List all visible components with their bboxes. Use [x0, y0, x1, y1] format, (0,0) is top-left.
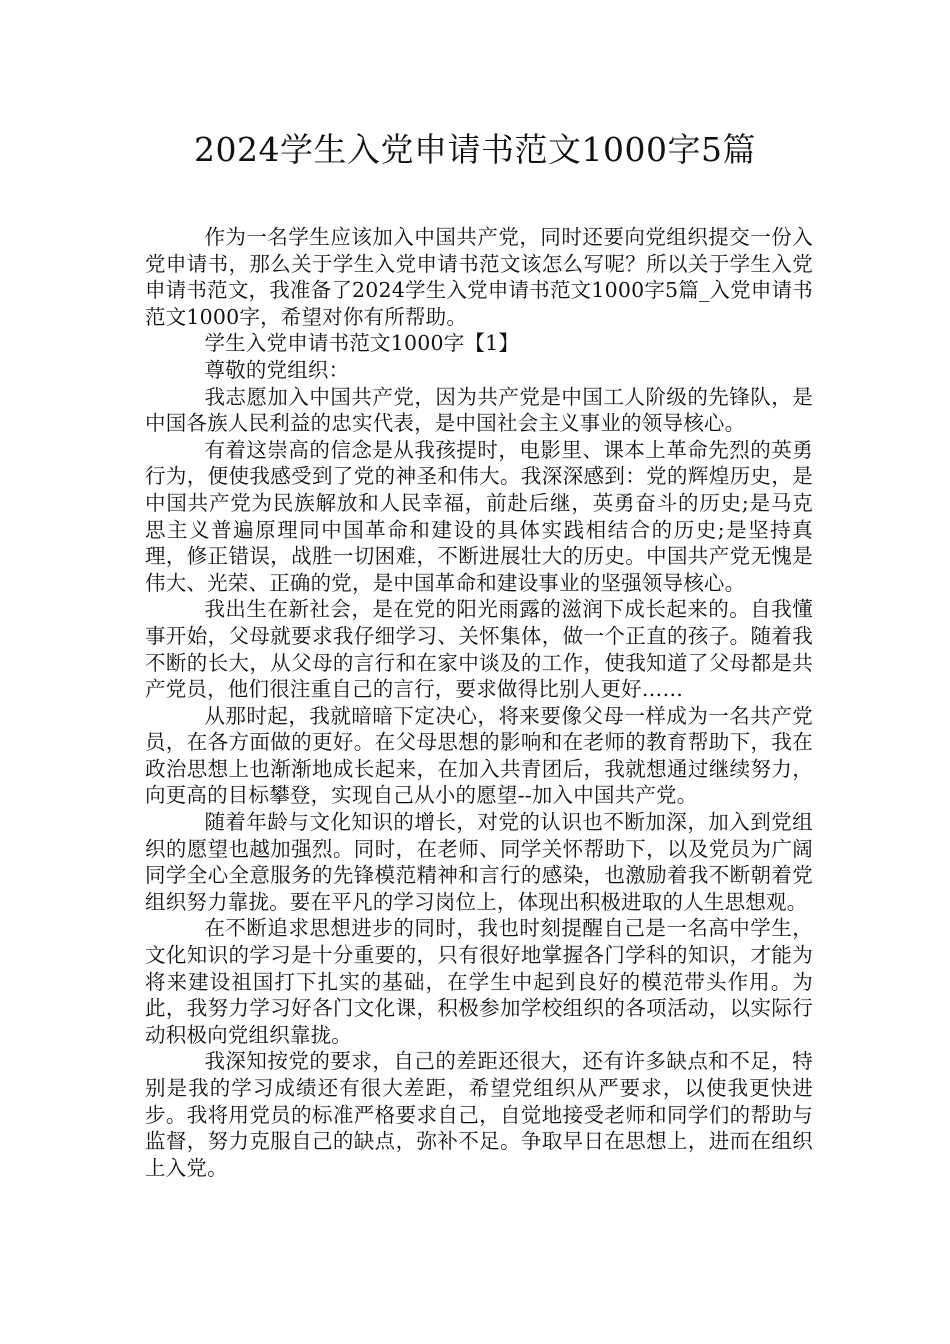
- body-paragraph: 我深知按党的要求，自己的差距还很大，还有许多缺点和不足，特别是我的学习成绩还有很大差距，希望党组织从严要求，以使我更快进步。我将用党员的标准严格要求自己，自觉地接受老师和同学们的帮助与监督，努力克服自己的缺点，弥补不足。争取早日在思想上，进而在组织上入党。: [145, 1049, 813, 1180]
- document-body: [145, 224, 813, 1181]
- document-title: 2024学生入党申请书范文1000字5篇: [194, 130, 756, 169]
- body-paragraph: 我志愿加入中国共产党，因为共产党是中国工人阶级的先锋队，是中国各族人民利益的忠实代表，是中国社会主义事业的领导核心。: [145, 384, 813, 436]
- body-paragraph: 在不断追求思想进步的同时，我也时刻提醒自己是一名高中学生，文化知识的学习是十分重要的，只有很好地掌握各门学科的知识，才能为将来建设祖国打下扎实的基础，在学生中起到良好的模范带头作用。为此，我努力学习好各门文化课，积极参加学校组织的各项活动，以实际行动积极向党组织靠拢。: [145, 916, 813, 1047]
- body-paragraph: 随着年龄与文化知识的增长，对党的认识也不断加深，加入到党组织的愿望也越加强烈。同时，在老师、同学关怀帮助下，以及党员为广阔同学全心全意服务的先锋模范精神和言行的感染，也激励着我不断朝着党组织努力靠拢。要在平凡的学习岗位上，体现出积极进取的人生思想观。: [145, 810, 813, 914]
- salutation: 尊敬的党组织：: [204, 357, 350, 382]
- section-heading: 学生入党申请书范文1000字【1】: [204, 331, 520, 356]
- intro-paragraph: 作为一名学生应该加入中国共产党，同时还要向党组织提交一份入党申请书，那么关于学生入党申请书范文该怎么写呢？所以关于学生入党申请书范文，我准备了2024学生入党申请书范文1000字5篇_入党申请书范文1000字，希望对你有所帮助。: [145, 225, 813, 329]
- body-paragraph: 我出生在新社会，是在党的阳光雨露的滋润下成长起来的。自我懂事开始，父母就要求我仔细学习、关怀集体，做一个正直的孩子。随着我不断的长大，从父母的言行和在家中谈及的工作，使我知道了父母都是共产党员，他们很注重自己的言行，要求做得比别人更好……: [145, 597, 813, 702]
- body-paragraph: 有着这崇高的信念是从我孩提时，电影里、课本上革命先烈的英勇行为，便使我感受到了党的神圣和伟大。我深深感到：党的辉煌历史，是中国共产党为民族解放和人民幸福，前赴后继，英勇奋斗的历史;是马克思主义普遍原理同中国革命和建设的具体实践相结合的历史;是坚持真理，修正错误，战胜一切困难，不断进展壮大的历史。中国共产党无愧是伟大、光荣、正确的党，是中国革命和建设事业的坚强领导核心。: [145, 437, 813, 595]
- body-paragraph: 从那时起，我就暗暗下定决心，将来要像父母一样成为一名共产党员，在各方面做的更好。在父母思想的影响和在老师的教育帮助下，我在政治思想上也渐渐地成长起来，在加入共青团后，我就想通过继续努力，向更高的目标攀登，实现自己从小的愿望--加入中国共产党。: [145, 703, 813, 808]
